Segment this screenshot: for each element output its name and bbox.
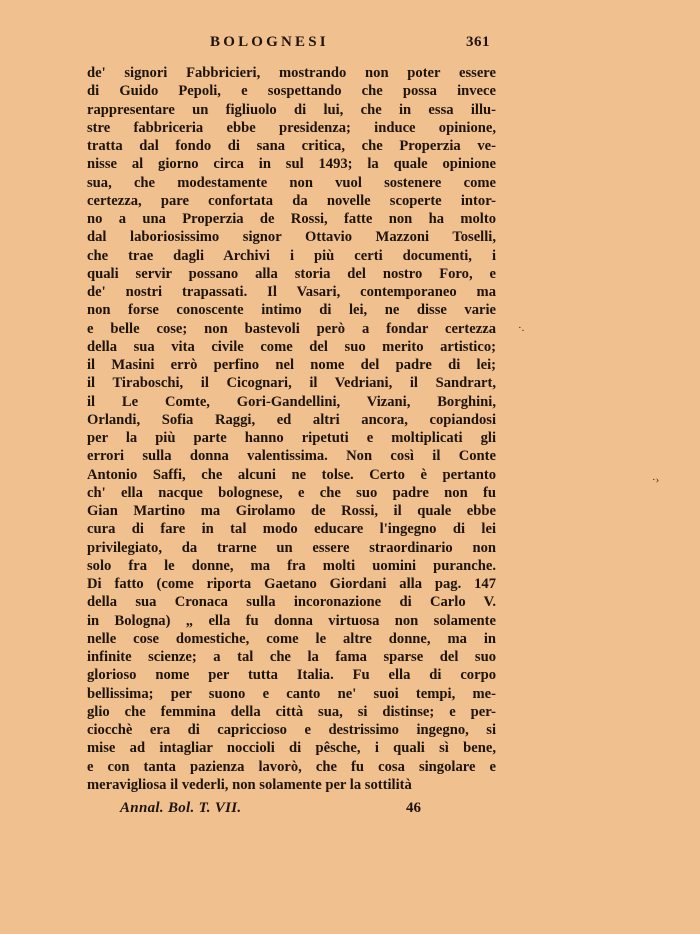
text-line: de' nostri trapassati. Il Vasari, contemporaneo ma [87, 284, 496, 300]
text-line: rappresentare un figliuolo di lui, che in essa illu- [87, 101, 496, 118]
page-footer [120, 800, 440, 822]
text-line: della sua Cronaca sulla incoronazione di Carlo V. [87, 594, 496, 611]
text-line: che trae dagli Archivi i più certi documenti, i [87, 247, 496, 264]
text-line: di Guido Pepoli, e sospettando che possa invece [87, 83, 496, 100]
text-line: Di fatto (come riporta Gaetano Giordani alla pag. 147 [87, 576, 496, 592]
text-line: ch' ella nacque bolognese, e che suo padre non fu [87, 484, 496, 501]
text-line: Antonio Saffi, che alcuni ne tolse. Certo è pertanto [87, 466, 496, 483]
text-line: glio che femmina della città sua, si distinse; e per- [87, 703, 496, 720]
text-line: della sua vita civile come del suo merito artistico; [87, 338, 496, 355]
text-line: infinite scienze; a tal che la fama sparse del suo [87, 649, 496, 665]
text-line: il Tiraboschi, il Cicognari, il Vedriani, il Sandrart, [87, 375, 496, 392]
text-line: per la più parte hanno ripetuti e moltiplicati gli [87, 430, 496, 446]
text-line: de' signori Fabbricieri, mostrando non poter essere [87, 65, 496, 81]
text-line: errori sulla donna valentissima. Non così il Conte [87, 448, 496, 465]
text-line: non forse conoscente intimo di lei, ne disse varie [87, 302, 496, 319]
text-line: in Bologna) „ ella fu donna virtuosa non solamente [87, 612, 496, 629]
text-line: e belle cose; non bastevoli però a fondar certezza [87, 320, 496, 337]
text-line: solo fra le donne, ma fra molti uomini puranche. [87, 557, 496, 574]
text-line: cura di fare in tal modo educare l'ingegno di lei [87, 521, 496, 538]
text-line: nelle cose domestiche, come le altre donne, ma in [87, 630, 496, 647]
text-line: certezza, pare confortata da novelle scoperte intor- [87, 192, 496, 209]
text-line: stre fabbriceria ebbe presidenza; induce opinione, [87, 119, 496, 136]
running-title: BOLOGNESI [210, 34, 329, 50]
text-line: il Masini errò perfino nel nome del padre di lei; [87, 357, 496, 373]
text-line: quali servir possano alla storia del nostro Foro, e [87, 265, 496, 282]
text-line: e con tanta pazienza lavorò, che fu cosa singolare e [87, 758, 496, 775]
text-line: meravigliosa il vederli, non solamente per la sottilità [87, 776, 412, 793]
text-line: bellissima; per suono e canto ne' suoi tempi, me- [87, 685, 496, 702]
text-line: sua, che modestamente non vuol sostenere come [87, 174, 496, 191]
text-line: il Le Comte, Gori-Gandellini, Vizani, Borghini, [87, 393, 496, 410]
sheet-number: 46 [406, 800, 421, 816]
text-line: nisse al giorno circa in sul 1493; la quale opinione [87, 156, 496, 173]
speck-icon: ·. [518, 322, 525, 334]
signature-mark: Annal. Bol. T. VII. [120, 800, 242, 816]
page-number: 361 [466, 34, 490, 50]
text-line: privilegiato, da trarne un essere straordinario non [87, 539, 496, 556]
body-text [87, 64, 496, 794]
text-line: dal laboriosissimo signor Ottavio Mazzoni Toselli, [87, 229, 496, 246]
text-line: Gian Martino ma Girolamo de Rossi, il quale ebbe [87, 503, 496, 519]
running-head [110, 34, 490, 54]
speck-icon: ·› [652, 474, 660, 486]
text-line: Orlandi, Sofia Raggi, ed altri ancora, copiandosi [87, 411, 496, 428]
text-line: ciocchè era di capriccioso e destrissimo ingegno, si [87, 722, 496, 738]
text-line: no a una Properzia de Rossi, fatte non ha molto [87, 211, 496, 227]
text-line: tratta dal fondo di sana critica, che Properzia ve- [87, 138, 496, 154]
text-line: glorioso nome per tutta Italia. Fu ella di corpo [87, 667, 496, 684]
text-line: mise ad intagliar noccioli di pêsche, i quali sì bene, [87, 740, 496, 757]
